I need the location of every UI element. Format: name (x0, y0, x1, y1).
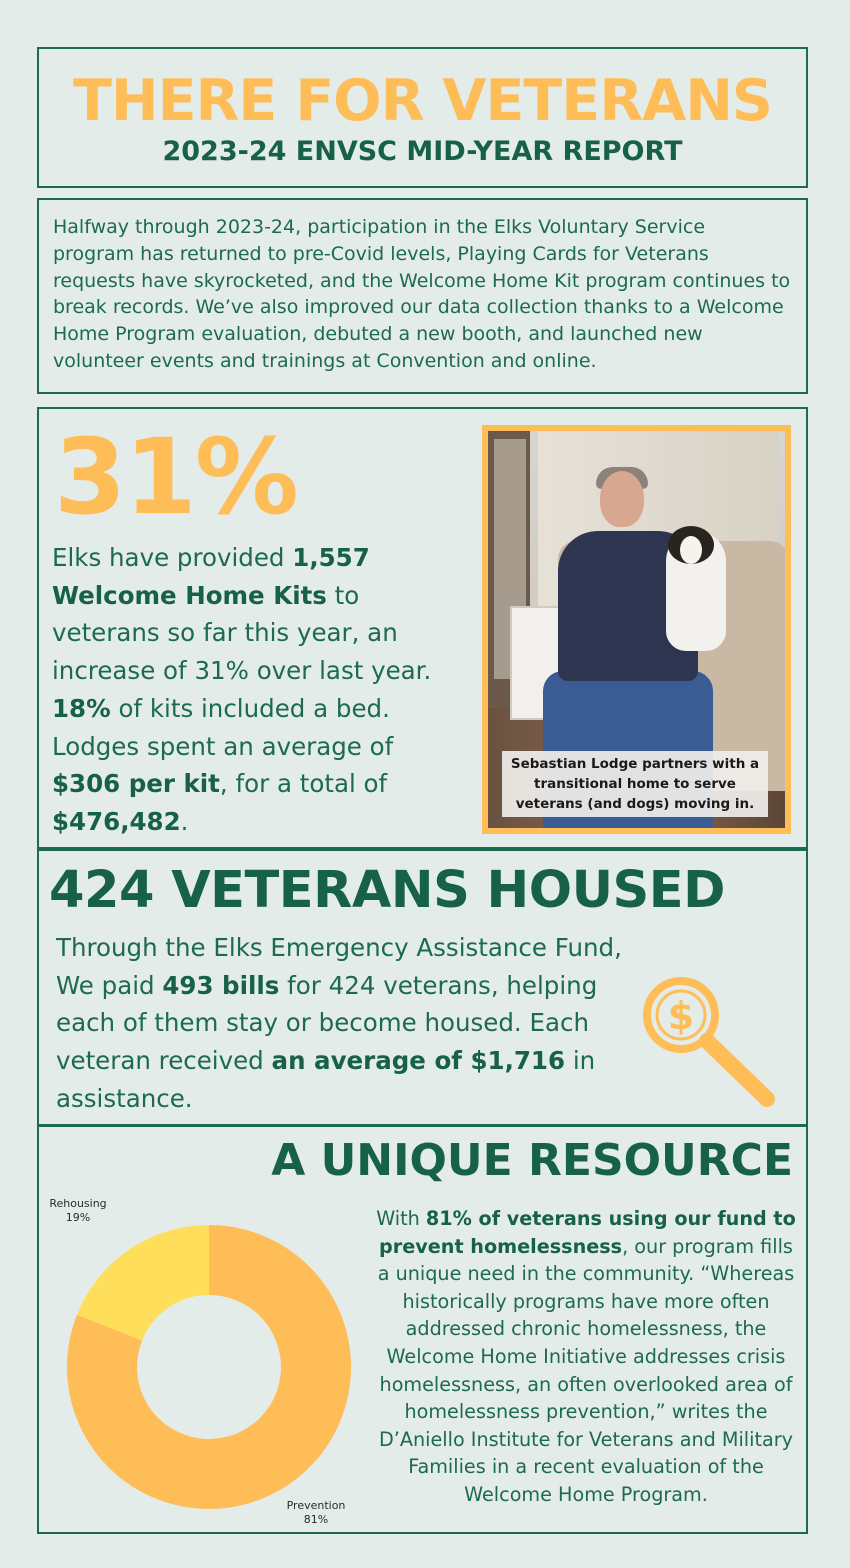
intro-section (37, 198, 808, 394)
dollar-magnifier-icon (639, 971, 779, 1111)
housed-paragraph (56, 929, 646, 1118)
housed-text-2: for 424 veterans, helping each of them stay or become housed. Each veteran received (56, 970, 598, 1076)
resource-highlight: 81% of veterans using our fund to prevent homelessness (379, 1207, 796, 1258)
housed-text-3: in assistance. (56, 1046, 596, 1113)
housed-title: 424 VETERANS HOUSED (49, 861, 725, 920)
svg-text:$: $ (667, 994, 695, 1038)
report-header (37, 47, 808, 188)
unique-resource-section (37, 1125, 808, 1534)
resource-text-1: With (376, 1207, 426, 1230)
kits-text-2: to veterans so far this year, an increase of 31% over last year. (52, 580, 432, 686)
intro-paragraph: Halfway through 2023-24, participation in the Elks Voluntary Service program has returned to pre-Covid levels, Playing Cards for Veterans requests have skyrocketed, and the Welcome Home Kit program continues to break records. We’ve also improved our data collection thanks to a Welcome Home Program evaluation, debuted a new booth, and launched new volunteer events and trainings at Convention and online. (53, 216, 791, 372)
kits-text-1: Elks have provided (52, 543, 293, 572)
kits-average-cost: $306 per kit (52, 769, 220, 799)
kits-total-cost: $476,482 (52, 806, 181, 836)
housed-text-1: Through the Elks Emergency Assistance Fund, We paid (56, 933, 622, 1000)
kits-text-3: of kits included a bed. Lodges spent an average of (52, 693, 394, 761)
photo-frame (482, 425, 791, 834)
kits-text-5: . (180, 806, 189, 836)
report-subtitle: 2023-24 ENVSC MID-YEAR REPORT (162, 136, 683, 167)
veteran-with-dog-photo (488, 431, 785, 828)
resource-text-2: , our program fills a unique need in the community. “Whereas historically programs have more often addressed chronic homelessness, the Welcome Home Initiative addresses crisis homelessness, an often overlooked area of homelessness prevention,” writes the D’Aniello Institute for Veterans and Military Families in a recent evaluation of the Welcome Home Program. (377, 1234, 795, 1506)
welcome-home-kits-section (37, 407, 808, 849)
resource-paragraph (371, 1205, 801, 1509)
kits-big-stat: 31% (54, 416, 297, 538)
photo-caption: Sebastian Lodge partners with a transitional home to serve veterans (and dogs) moving in. (502, 751, 768, 817)
average-assistance: an average of $1,716 (271, 1046, 566, 1076)
kits-bed-percent: 18% (52, 693, 111, 723)
kits-count: 1,557 Welcome Home Kits (52, 543, 370, 610)
kits-text-4: , for a total of (219, 769, 388, 799)
bills-count: 493 bills (162, 970, 280, 1000)
veterans-housed-section (37, 849, 808, 1126)
kits-paragraph (52, 539, 462, 841)
donut-label-rehousing: Rehousing 19% (49, 1197, 107, 1224)
homelessness-donut-chart (39, 1187, 369, 1532)
resource-title: A UNIQUE RESOURCE (271, 1135, 793, 1186)
donut-label-prevention: Prevention 81% (286, 1499, 346, 1526)
main-title: THERE FOR VETERANS (73, 68, 772, 134)
